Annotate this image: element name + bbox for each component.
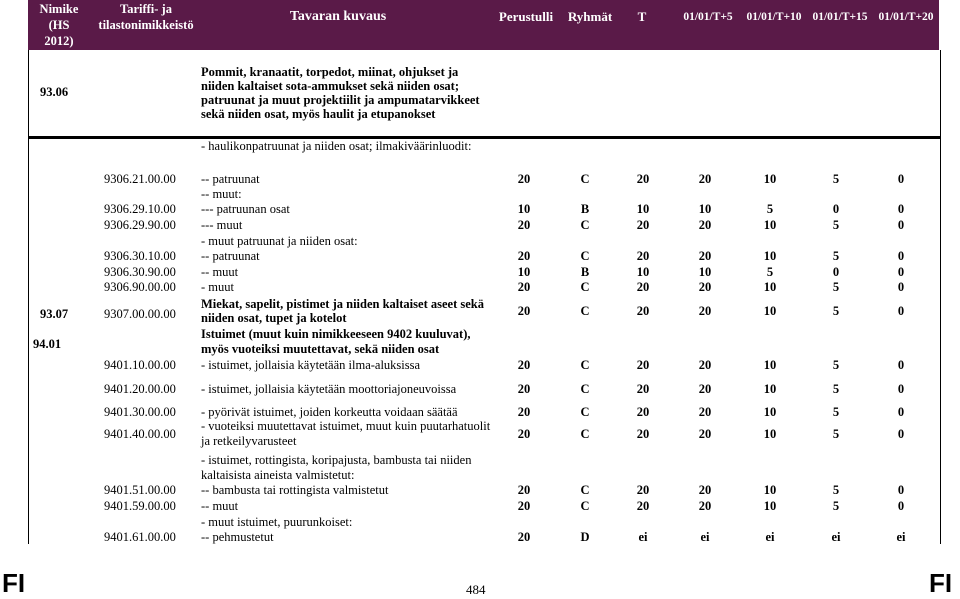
header-nimike-line: (HS: [48, 18, 70, 32]
tariff-code: 9307.00.00.00: [104, 307, 176, 321]
duty-t5: 20: [698, 427, 712, 441]
duty-t10: 10: [763, 382, 777, 396]
duty-t15: 5: [832, 405, 840, 419]
tariff-code: 9306.90.00.00: [104, 280, 176, 294]
duty-t5: ei: [700, 530, 710, 544]
duty-group: C: [580, 280, 590, 294]
duty-t10: 10: [763, 483, 777, 497]
header-nimike-line: 2012): [44, 34, 74, 48]
header-nimike-line: Nimike: [39, 2, 79, 16]
duty-t20: 0: [897, 358, 905, 372]
duty-t10: ei: [765, 530, 775, 544]
duty-t10: 10: [763, 280, 777, 294]
tariff-code: 9401.20.00.00: [104, 382, 176, 396]
heading-code: 93.07: [40, 307, 69, 321]
subheading: - haulikonpatruunat ja niiden osat; ilmakiväärinluodit:: [201, 139, 472, 153]
duty-group: C: [580, 382, 590, 396]
duty-t20: ei: [896, 530, 906, 544]
duty-base: 20: [517, 218, 531, 232]
row-description: - muut: [201, 280, 234, 294]
duty-t: 20: [636, 405, 650, 419]
duty-t15: 5: [832, 304, 840, 318]
row-description: -- pehmustetut: [201, 530, 274, 544]
row-description: -- muut:: [201, 187, 242, 201]
duty-t20: 0: [897, 427, 905, 441]
header-nimike: [28, 1, 90, 49]
duty-t5: 20: [698, 405, 712, 419]
duty-t5: 20: [698, 249, 712, 263]
subheading: - istuimet, rottingista, koripajusta, bambusta tai niiden: [201, 453, 472, 467]
duty-t15: 5: [832, 218, 840, 232]
tariff-code: 9401.51.00.00: [104, 483, 176, 497]
page-number: 484: [466, 582, 486, 597]
duty-t: 20: [636, 172, 650, 186]
tariff-code: 9401.10.00.00: [104, 358, 176, 372]
duty-t15: 5: [832, 172, 840, 186]
row-description: -- muut: [201, 499, 239, 513]
duty-group: C: [580, 483, 590, 497]
duty-t5: 20: [698, 304, 712, 318]
duty-t15: 5: [832, 358, 840, 372]
duty-t: 10: [636, 265, 650, 279]
duty-base: 20: [517, 280, 531, 294]
duty-base: 20: [517, 427, 531, 441]
tariff-code: 9306.21.00.00: [104, 172, 176, 186]
duty-t15: 5: [832, 483, 840, 497]
heading-line: niiden osat, tupet ja kotelot: [201, 311, 347, 325]
duty-base: 20: [517, 249, 531, 263]
tariff-code: 9401.40.00.00: [104, 427, 176, 441]
duty-base: 20: [517, 382, 531, 396]
heading-line: niiden kaltaiset sota-ammukset sekä niiden osat;: [201, 79, 460, 93]
duty-t10: 10: [763, 172, 777, 186]
header-t5: 01/01/T+5: [683, 11, 733, 23]
duty-t: 20: [636, 427, 650, 441]
duty-t: 20: [636, 304, 650, 318]
section-divider: [29, 136, 940, 139]
header-base-duty: Perustulli: [498, 9, 554, 24]
heading-line: Istuimet (muut kuin nimikkeeseen 9402 kuuluvat),: [201, 327, 471, 341]
duty-group: C: [580, 218, 590, 232]
duty-base: 20: [517, 499, 531, 513]
row-description: --- patruunan osat: [201, 202, 290, 216]
duty-group: C: [580, 405, 590, 419]
row-description: -- bambusta tai rottingista valmistetut: [201, 483, 389, 497]
duty-t: 20: [636, 483, 650, 497]
header-groups: Ryhmät: [567, 9, 613, 24]
row-description: - vuoteiksi muutettavat istuimet, muut kuin puutarhatuolit: [201, 419, 491, 433]
duty-t: 20: [636, 249, 650, 263]
tariff-code: 9401.59.00.00: [104, 499, 176, 513]
row-description: -- muut: [201, 265, 239, 279]
duty-t20: 0: [897, 172, 905, 186]
heading-code: 94.01: [33, 337, 62, 351]
table-frame: [28, 50, 941, 544]
duty-group: C: [580, 172, 590, 186]
footer-lang-right: FI: [929, 568, 953, 598]
row-description: - pyörivät istuimet, joiden korkeutta voidaan säätää: [201, 405, 458, 419]
header-tariff: [94, 1, 198, 33]
duty-t10: 10: [763, 304, 777, 318]
duty-base: 20: [517, 530, 531, 544]
duty-t10: 5: [766, 202, 774, 216]
duty-t5: 20: [698, 499, 712, 513]
duty-group: C: [580, 304, 590, 318]
header-t20: 01/01/T+20: [878, 11, 934, 23]
duty-base: 20: [517, 405, 531, 419]
row-description: - muut patruunat ja niiden osat:: [201, 234, 358, 248]
duty-group: C: [580, 499, 590, 513]
row-description: - muut istuimet, puurunkoiset:: [201, 515, 353, 529]
header-tariff-line: tilastonimikkeistö: [98, 18, 194, 32]
duty-base: 20: [517, 304, 531, 318]
duty-t5: 20: [698, 280, 712, 294]
duty-t: 20: [636, 218, 650, 232]
heading-line: Pommit, kranaatit, torpedot, miinat, ohjukset ja: [201, 65, 459, 79]
duty-t: 20: [636, 280, 650, 294]
duty-t20: 0: [897, 304, 905, 318]
duty-t20: 0: [897, 265, 905, 279]
duty-t20: 0: [897, 280, 905, 294]
duty-t5: 20: [698, 483, 712, 497]
subheading: kaltaisista aineista valmistetut:: [201, 468, 355, 482]
row-description: --- muut: [201, 218, 243, 232]
duty-t15: 5: [832, 249, 840, 263]
header-description: Tavaran kuvaus: [289, 9, 387, 24]
duty-t20: 0: [897, 249, 905, 263]
duty-t5: 10: [698, 265, 712, 279]
duty-t15: 5: [832, 499, 840, 513]
duty-t20: 0: [897, 202, 905, 216]
duty-t10: 10: [763, 249, 777, 263]
duty-t10: 10: [763, 405, 777, 419]
row-description: -- patruunat: [201, 172, 260, 186]
duty-group: C: [580, 427, 590, 441]
duty-group: C: [580, 249, 590, 263]
duty-t10: 10: [763, 358, 777, 372]
footer-lang-left: FI: [2, 568, 26, 598]
heading-line: myös vuoteiksi muutettavat, sekä niiden osat: [201, 342, 440, 356]
duty-t20: 0: [897, 382, 905, 396]
duty-t5: 20: [698, 172, 712, 186]
duty-t: ei: [638, 530, 648, 544]
tariff-code: 9401.61.00.00: [104, 530, 176, 544]
tariff-code: 9306.29.10.00: [104, 202, 176, 216]
duty-t5: 20: [698, 218, 712, 232]
duty-t15: 0: [832, 202, 840, 216]
tariff-code: 9306.30.10.00: [104, 249, 176, 263]
header-t10: 01/01/T+10: [746, 11, 802, 23]
duty-t10: 10: [763, 218, 777, 232]
tariff-code: 9401.30.00.00: [104, 405, 176, 419]
duty-group: B: [580, 202, 590, 216]
table-header: [28, 0, 939, 50]
duty-t20: 0: [897, 483, 905, 497]
row-description: - istuimet, jollaisia käytetään ilma-aluksissa: [201, 358, 421, 372]
duty-t20: 0: [897, 405, 905, 419]
heading-code: 93.06: [40, 85, 69, 99]
duty-t: 10: [636, 202, 650, 216]
duty-t: 20: [636, 358, 650, 372]
duty-base: 20: [517, 358, 531, 372]
row-description: - istuimet, jollaisia käytetään moottoriajoneuvoissa: [201, 382, 457, 396]
duty-group: C: [580, 358, 590, 372]
duty-t10: 10: [763, 499, 777, 513]
tariff-code: 9306.29.90.00: [104, 218, 176, 232]
duty-base: 10: [517, 202, 531, 216]
duty-t20: 0: [897, 499, 905, 513]
row-description: -- patruunat: [201, 249, 260, 263]
tariff-code: 9306.30.90.00: [104, 265, 176, 279]
duty-t15: 5: [832, 427, 840, 441]
duty-base: 10: [517, 265, 531, 279]
row-description: ja retkeilyvarusteet: [201, 434, 297, 448]
header-t: T: [637, 9, 647, 24]
duty-base: 20: [517, 483, 531, 497]
duty-base: 20: [517, 172, 531, 186]
duty-group: D: [580, 530, 590, 544]
duty-t15: 5: [832, 382, 840, 396]
duty-t5: 20: [698, 358, 712, 372]
header-t15: 01/01/T+15: [812, 11, 868, 23]
heading-line: Miekat, sapelit, pistimet ja niiden kaltaiset aseet sekä: [201, 297, 484, 311]
duty-t: 20: [636, 499, 650, 513]
duty-t10: 10: [763, 427, 777, 441]
header-tariff-line: Tariffi- ja: [120, 2, 172, 16]
duty-t5: 20: [698, 382, 712, 396]
heading-line: patruunat ja muut projektiilit ja ampumatarvikkeet: [201, 93, 480, 107]
duty-t15: 0: [832, 265, 840, 279]
duty-t15: 5: [832, 280, 840, 294]
duty-t20: 0: [897, 218, 905, 232]
duty-group: B: [580, 265, 590, 279]
duty-t: 20: [636, 382, 650, 396]
duty-t5: 10: [698, 202, 712, 216]
duty-t15: ei: [831, 530, 841, 544]
duty-t10: 5: [766, 265, 774, 279]
heading-line: sekä niiden osat, myös haulit ja etupanokset: [201, 107, 436, 121]
